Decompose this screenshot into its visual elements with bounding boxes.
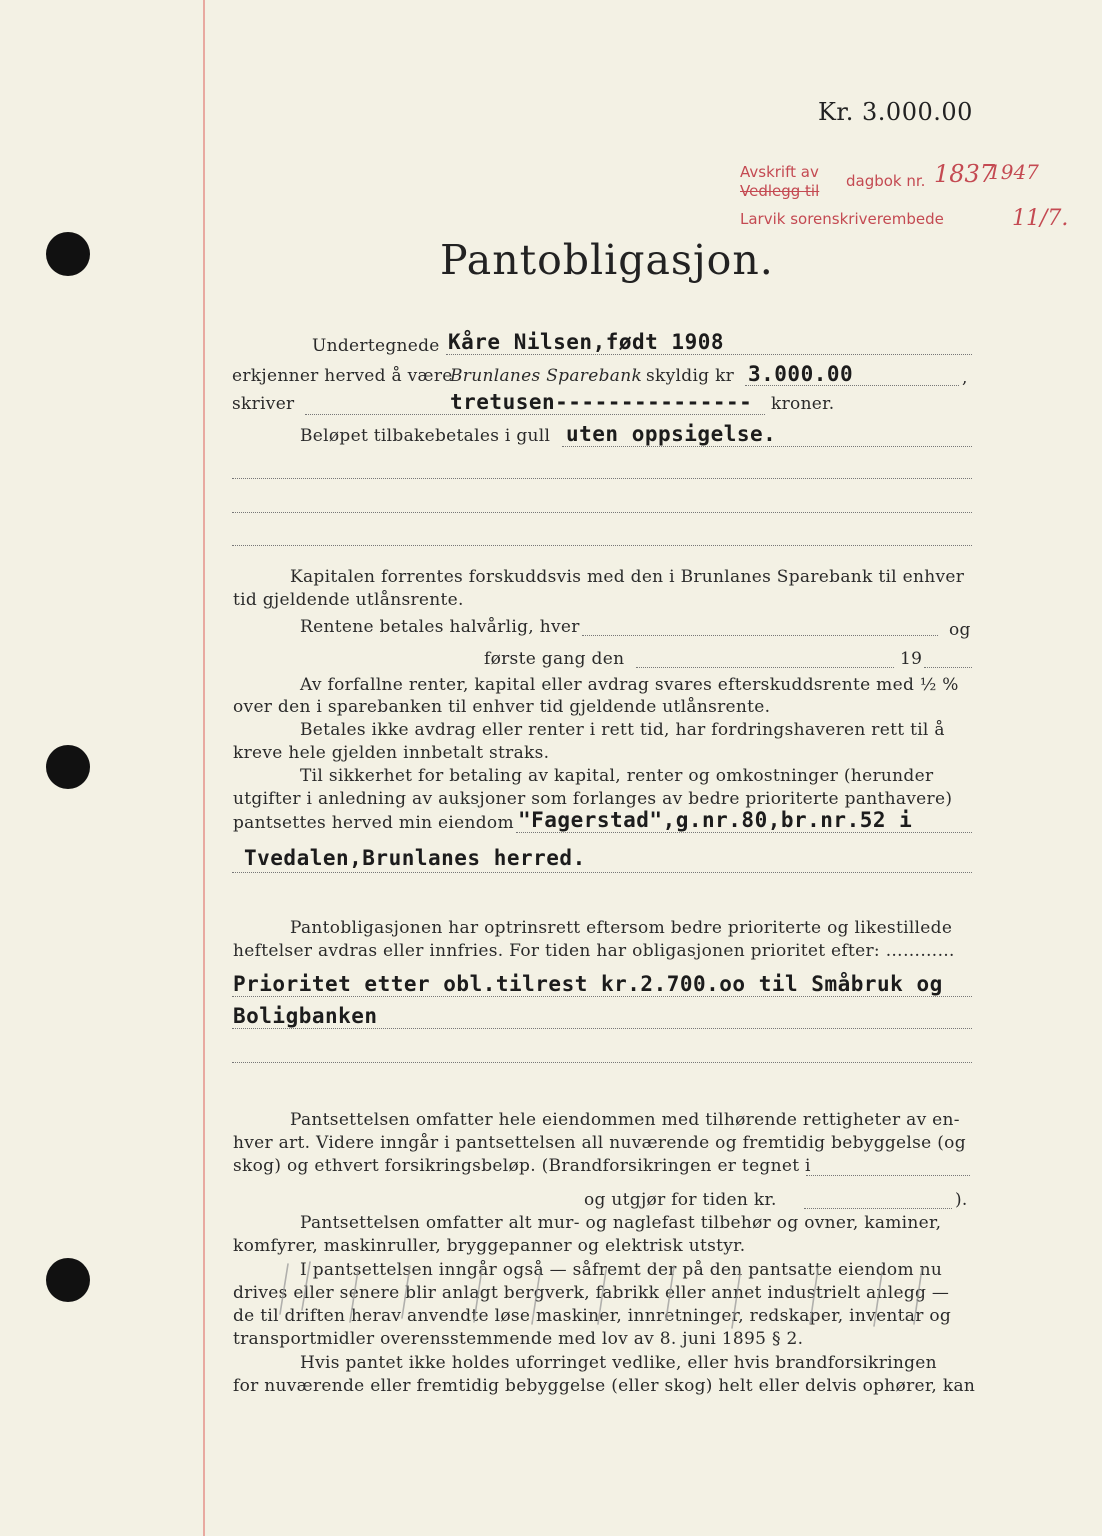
sikkerhet-line-2: utgifter i anledning av auksjoner som forlanges av bedre prioriterte panthavere) — [233, 789, 953, 809]
forste-gang-line — [636, 667, 894, 668]
mur-line-1: Pantsettelsen omfatter alt mur- og naglefast tilbehør og ovner, kaminer, — [300, 1213, 942, 1233]
punch-hole-top — [46, 232, 90, 276]
punch-hole-middle — [46, 745, 90, 789]
blank-line-4 — [232, 1062, 972, 1063]
kapital-line-1: Kapitalen forrentes forskuddsvis med den i Brunlanes Sparebank til enhver — [290, 567, 965, 587]
hvis-line-2: for nuværende eller fremtidig bebyggelse (eller skog) helt eller delvis ophører, kan — [233, 1376, 976, 1396]
undertegnede-label: Undertegnede — [312, 336, 440, 356]
utgjor-end: ). — [955, 1190, 968, 1210]
debt-amount: 3.000.00 — [748, 362, 854, 386]
priority-line-1-rule — [232, 996, 972, 997]
amount-words: tretusen--------------- — [450, 390, 753, 414]
mur-line-2: komfyrer, maskinruller, bryggepanner og elektrisk utstyr. — [233, 1236, 746, 1256]
omfatter-line-2: hver art. Videre inngår i pantsettelsen all nuværende og fremtidig bebyggelse (og — [233, 1133, 966, 1153]
pantsettes-label: pantsettes herved min eiendom — [233, 813, 514, 833]
amount-header: Kr. 3.000.00 — [818, 98, 973, 126]
debt-amount-line — [745, 385, 959, 386]
skyldig-label: skyldig kr — [646, 366, 735, 386]
comma: , — [962, 368, 968, 388]
stamp-dagbok: dagbok nr. — [846, 172, 926, 190]
kroner-label: kroner. — [771, 394, 835, 414]
creditor-name: Brunlanes Sparebank — [450, 366, 643, 386]
inngar-line-2: drives eller senere blir anlagt bergverk, fabrikk eller annet industrielt anlegg — — [233, 1283, 950, 1303]
stamp-office: Larvik sorenskriverembede — [740, 210, 944, 228]
utgjor-line — [804, 1208, 952, 1209]
handwritten-year: 1947 — [988, 160, 1039, 184]
betales-line-2: kreve hele gjelden innbetalt straks. — [233, 743, 550, 763]
utgjor-label: og utgjør for tiden kr. — [584, 1190, 777, 1210]
stamp-avskrift: Avskrift av — [740, 163, 819, 181]
margin-line — [203, 0, 205, 1536]
priority-line-2: Boligbanken — [233, 1004, 378, 1028]
property-line-2: Tvedalen,Brunlanes herred. — [244, 846, 586, 870]
rentene-line — [582, 635, 938, 636]
erkjenner-label: erkjenner herved å være — [232, 366, 453, 386]
punch-hole-bottom — [46, 1258, 90, 1302]
optrinsrett-line-1: Pantobligasjonen har optrinsrett eftersom bedre prioriterte og likestillede — [290, 918, 953, 938]
kapital-line-2: tid gjeldende utlånsrente. — [233, 590, 464, 610]
omfatter-line-3: skog) og ethvert forsikringsbeløp. (Brandforsikringen er tegnet i — [233, 1156, 811, 1176]
inngar-line-3: de til driften herav anvendte løse maskiner, innretninger, redskaper, inventar og — [233, 1306, 952, 1326]
debtor-name: Kåre Nilsen,født 1908 — [448, 330, 725, 354]
rentene-label: Rentene betales halvårlig, hver — [300, 617, 580, 637]
handwritten-dagbok-number: 1837 — [934, 160, 996, 188]
property-line-2-rule — [232, 872, 972, 873]
optrinsrett-line-2: heftelser avdras eller innfries. For tiden har obligasjonen prioritet efter: ………… — [233, 941, 955, 961]
debtor-line — [446, 354, 972, 355]
omfatter-line-1: Pantsettelsen omfatter hele eiendommen med tilhørende rettigheter av en- — [290, 1110, 960, 1130]
forfall-line-1: Av forfallne renter, kapital eller avdrag svares efterskuddsrente med ½ % — [300, 675, 959, 695]
repayment-line — [562, 446, 972, 447]
blank-line-1 — [232, 478, 972, 479]
year-line — [924, 667, 972, 668]
forsikring-line — [806, 1175, 970, 1176]
belopet-label: Beløpet tilbakebetales i gull — [300, 426, 551, 446]
inngar-line-4: transportmidler overensstemmende med lov av 8. juni 1895 § 2. — [233, 1329, 804, 1349]
betales-line-1: Betales ikke avdrag eller renter i rett tid, har fordringshaveren rett til å — [300, 720, 945, 740]
forfall-line-2: over den i sparebanken til enhver tid gjeldende utlånsrente. — [233, 697, 771, 717]
blank-line-3 — [232, 545, 972, 546]
handwritten-check-marks — [270, 1244, 950, 1354]
blank-line-2 — [232, 512, 972, 513]
stamp-vedlegg: Vedlegg til — [740, 182, 820, 200]
handwritten-date: 11/7. — [1012, 206, 1069, 231]
skriver-label: skriver — [232, 394, 295, 414]
priority-line-1: Prioritet etter obl.tilrest kr.2.700.oo til Småbruk og — [233, 972, 943, 996]
repayment-terms: uten oppsigelse. — [566, 422, 777, 446]
og-label: og — [949, 620, 971, 640]
property-line-1: "Fagerstad",g.nr.80,br.nr.52 i — [518, 808, 913, 832]
property-line-1-rule — [516, 832, 972, 833]
sikkerhet-line-1: Til sikkerhet for betaling av kapital, renter og omkostninger (herunder — [300, 766, 934, 786]
amount-words-line — [305, 414, 765, 415]
priority-line-2-rule — [232, 1028, 972, 1029]
inngar-line-1: I pantsettelsen inngår også — såfremt der på den pantsatte eiendom nu — [300, 1260, 943, 1280]
year-prefix: 19 — [900, 649, 923, 669]
forste-gang-label: første gang den — [484, 649, 625, 669]
hvis-line-1: Hvis pantet ikke holdes uforringet vedlike, eller hvis brandforsikringen — [300, 1353, 937, 1373]
document-title: Pantobligasjon. — [440, 236, 774, 284]
